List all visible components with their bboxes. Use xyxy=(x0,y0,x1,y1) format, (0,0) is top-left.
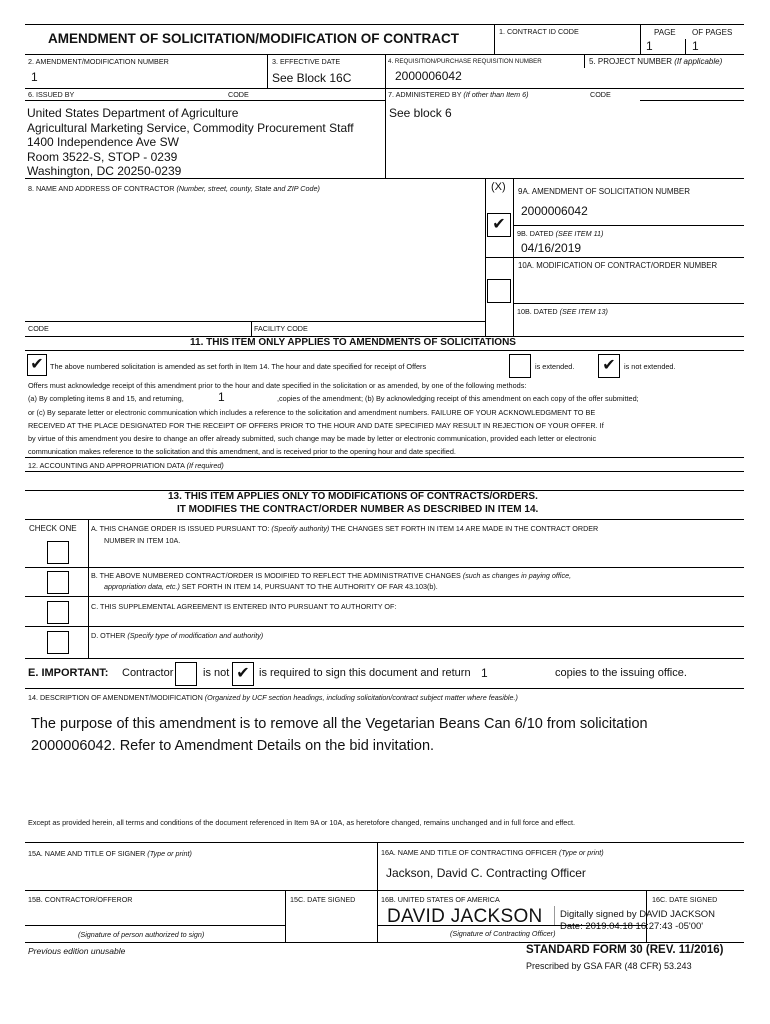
item-13-header-1: 13. THIS ITEM APPLIES ONLY TO MODIFICATIONS OF CONTRACTS/ORDERS. xyxy=(168,491,538,502)
project-number-label: 5. PROJECT NUMBER (If applicable) xyxy=(589,57,723,66)
page-value: 1 xyxy=(646,39,653,53)
block-9a-label: 9A. AMENDMENT OF SOLICITATION NUMBER xyxy=(518,187,691,196)
block-9b-value: 04/16/2019 xyxy=(521,241,582,255)
block-15c-label: 15C. DATE SIGNED xyxy=(290,895,356,904)
contractor-label: 8. NAME AND ADDRESS OF CONTRACTOR (Number, street, county, State and ZIP Code) xyxy=(28,184,320,193)
block-16b-signature: DAVID JACKSON xyxy=(387,906,543,927)
block-16a-label: 16A. NAME AND TITLE OF CONTRACTING OFFICER (Type or print) xyxy=(381,848,604,857)
item-14-label: 14. DESCRIPTION OF AMENDMENT/MODIFICATION (Organized by UCF section headings, including solicitation/contract subject matter where feasible.) xyxy=(28,693,518,702)
checkmark-icon: ✔ xyxy=(236,665,250,682)
block-16a-value: Jackson, David C. Contracting Officer xyxy=(386,866,586,880)
except-text: Except as provided herein, all terms and conditions of the document referenced in Item 9A or 10A, as heretofore changed, remains unchanged and in full force and effect. xyxy=(28,818,576,827)
item-13a-line-2: NUMBER IN ITEM 10A. xyxy=(104,536,181,545)
amendment-number-label: 2. AMENDMENT/MODIFICATION NUMBER xyxy=(28,57,169,66)
requisition-label: 4. REQUISITION/PURCHASE REQUISITION NUMBER xyxy=(388,58,542,65)
administered-by-value: See block 6 xyxy=(389,106,452,120)
item-13b-line-1: B. THE ABOVE NUMBERED CONTRACT/ORDER IS MODIFIED TO REFLECT THE ADMINISTRATIVE CHANGES (such as changes in paying office, xyxy=(91,571,572,580)
effective-date-value: See Block 16C xyxy=(272,71,352,85)
facility-code-label: FACILITY CODE xyxy=(254,324,308,333)
item-13c-label: C. THIS SUPPLEMENTAL AGREEMENT IS ENTERED INTO PURSUANT TO AUTHORITY OF: xyxy=(91,602,397,611)
issued-by-label: 6. ISSUED BY xyxy=(28,90,75,99)
is-not-extended-label: is not extended. xyxy=(624,362,676,371)
item-11-line-1: The above numbered solicitation is amended as set forth in Item 14. The hour and date specified for receipt of Offers xyxy=(50,362,427,371)
item-11-line-3b: ,copies of the amendment; (b) By acknowledging receipt of this amendment on each copy of the offer submitted; xyxy=(277,394,639,403)
issued-by-line-4: Room 3522-S, STOP - 0239 xyxy=(27,150,178,164)
item-12-label: 12. ACCOUNTING AND APPROPRIATION DATA (If required) xyxy=(28,461,224,470)
important-required-text: is required to sign this document and return xyxy=(259,667,471,679)
form-title: AMENDMENT OF SOLICITATION/MODIFICATION OF CONTRACT xyxy=(48,31,459,46)
item-14-text-1: The purpose of this amendment is to remove all the Vegetarian Beans Can 6/10 from solicitation xyxy=(31,716,648,732)
item-13-header-2: IT MODIFIES THE CONTRACT/ORDER NUMBER AS DESCRIBED IN ITEM 14. xyxy=(177,504,539,515)
important-label: E. IMPORTANT: xyxy=(28,667,109,679)
important-tail: copies to the issuing office. xyxy=(555,667,687,679)
item-14-text-2: 2000006042. Refer to Amendment Details on the bid invitation. xyxy=(31,738,435,754)
checkmark-icon: ✔ xyxy=(30,356,44,373)
block-10b-label: 10B. DATED (SEE ITEM 13) xyxy=(517,307,608,316)
issued-by-line-3: 1400 Independence Ave SW xyxy=(27,135,179,149)
block-10a-label: 10A. MODIFICATION OF CONTRACT/ORDER NUMBER xyxy=(518,261,718,270)
contract-id-label: 1. CONTRACT ID CODE xyxy=(499,27,579,36)
prescribed-by-label: Prescribed by GSA FAR (48 CFR) 53.243 xyxy=(526,961,692,971)
previous-edition-note: Previous edition unusable xyxy=(28,946,126,956)
issued-by-line-2: Agricultural Marketing Service, Commodity Procurement Staff xyxy=(27,121,354,135)
item-11-line-3a: (a) By completing items 8 and 15, and returning, xyxy=(28,394,184,403)
effective-date-label: 3. EFFECTIVE DATE xyxy=(272,57,341,66)
issued-by-line-5: Washington, DC 20250-0239 xyxy=(27,164,182,178)
item-11-header: 11. THIS ITEM ONLY APPLIES TO AMENDMENTS OF SOLICITATIONS xyxy=(190,337,516,348)
item-11-line-2: Offers must acknowledge receipt of this amendment prior to the hour and date specified in the solicitation or as amended, by one of the following methods: xyxy=(28,381,527,390)
important-is-checkbox[interactable] xyxy=(175,662,197,686)
issued-by-line-1: United States Department of Agriculture xyxy=(27,106,239,120)
block-15b-signature-note: (Signature of person authorized to sign) xyxy=(78,930,205,939)
page-label: PAGE xyxy=(654,28,676,37)
item-11-line-4: or (c) By separate letter or electronic communication which includes a reference to the solicitation and amendment numbers. FAILURE OF YOUR ACKNOWLEDGMENT TO BE xyxy=(28,408,596,417)
checkmark-icon: ✔ xyxy=(492,216,506,233)
important-contractor: Contractor xyxy=(122,667,174,679)
item-11-copies: 1 xyxy=(218,390,225,404)
block-15a-label: 15A. NAME AND TITLE OF SIGNER (Type or print) xyxy=(28,849,192,858)
block-16c-label: 16C. DATE SIGNED xyxy=(652,895,718,904)
amendment-number-value: 1 xyxy=(31,70,38,84)
item-13a-checkbox[interactable] xyxy=(47,541,69,564)
item-11-line-6: by virtue of this amendment you desire to change an offer already submitted, such change may be made by letter or electronic communication, provided each letter or electronic xyxy=(28,434,597,443)
digital-signature-line-1: Digitally signed by DAVID JACKSON xyxy=(560,909,716,920)
is-extended-label: is extended. xyxy=(535,362,575,371)
administered-by-label: 7. ADMINISTERED BY (If other than Item 6) xyxy=(388,90,529,99)
checkmark-icon: ✔ xyxy=(602,357,616,374)
check-one-label: CHECK ONE xyxy=(29,524,77,533)
item-11-line-7: communication makes reference to the solicitation and this amendment, and is received prior to the opening hour and date specified. xyxy=(28,447,456,456)
important-is-not: is not xyxy=(203,667,230,679)
block-15b-label: 15B. CONTRACTOR/OFFEROR xyxy=(28,895,133,904)
is-extended-checkbox[interactable] xyxy=(509,354,531,378)
item-13b-checkbox[interactable] xyxy=(47,571,69,594)
item-13c-checkbox[interactable] xyxy=(47,601,69,624)
of-pages-value: 1 xyxy=(692,39,699,53)
contractor-code-label: CODE xyxy=(28,324,49,333)
block-9a-value: 2000006042 xyxy=(521,204,588,218)
item-11-line-5: RECEIVED AT THE PLACE DESIGNATED FOR THE RECEIPT OF OFFERS PRIOR TO THE HOUR AND DATE SPECIFIED MAY RESULT IN REJECTION OF YOUR OFFER. If xyxy=(28,421,604,430)
item-13b-line-2: appropriation data, etc.) SET FORTH IN ITEM 14, PURSUANT TO THE AUTHORITY OF FAR 43.103(b). xyxy=(104,582,438,591)
issued-by-code-label: CODE xyxy=(228,90,249,99)
important-copies: 1 xyxy=(481,666,488,680)
of-pages-label: OF PAGES xyxy=(692,28,733,37)
block-16b-label: 16B. UNITED STATES OF AMERICA xyxy=(381,895,500,904)
block-10a-checkbox[interactable] xyxy=(487,279,511,303)
item-13d-checkbox[interactable] xyxy=(47,631,69,654)
administered-by-code-label: CODE xyxy=(590,90,611,99)
requisition-value: 2000006042 xyxy=(395,69,462,83)
item-13a-line-1: A. THIS CHANGE ORDER IS ISSUED PURSUANT TO: (Specify authority) THE CHANGES SET FORTH IN ITEM 14 ARE MADE IN THE CONTRACT ORDER xyxy=(91,524,599,533)
block-9b-label: 9B. DATED (SEE ITEM 11) xyxy=(517,229,604,238)
digital-signature-line-2: Date: 2019.04.18 16:27:43 -05'00' xyxy=(560,921,704,932)
block-16b-signature-note: (Signature of Contracting Officer) xyxy=(450,929,556,938)
x-column-label: (X) xyxy=(491,181,506,193)
standard-form-label: STANDARD FORM 30 (REV. 11/2016) xyxy=(526,944,724,956)
item-13d-label: D. OTHER (Specify type of modification and authority) xyxy=(91,631,264,640)
